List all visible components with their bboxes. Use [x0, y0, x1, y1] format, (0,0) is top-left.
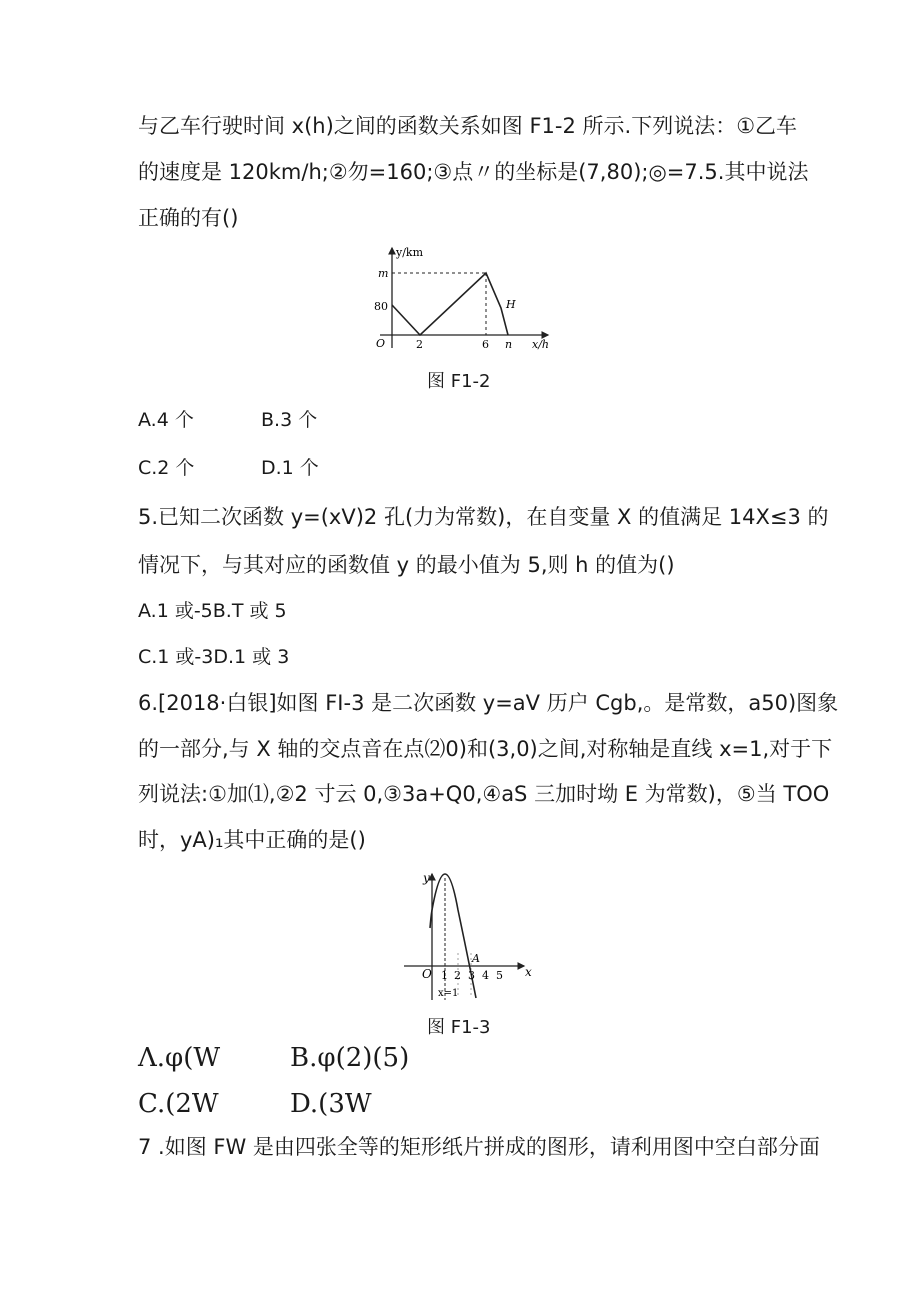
f13-tick-5: 5 — [496, 969, 503, 982]
q5-text-line-2: 情况下，与其对应的函数值 y 的最小值为 5,则 h 的值为() — [138, 553, 675, 577]
q4-option-d: D.1 个 — [261, 457, 319, 479]
q4-option-c: C.2 个 — [138, 457, 195, 479]
f12-tick-2: 2 — [416, 338, 423, 351]
q4-text-line-3: 正确的有() — [138, 206, 239, 230]
f13-origin: O — [422, 967, 432, 981]
figure-f1-2-caption: 图 F1-2 — [427, 371, 491, 392]
q6-option-d: D.(3W — [290, 1089, 372, 1119]
q4-option-b: B.3 个 — [261, 409, 318, 431]
q6-option-b: B.φ(2)(5) — [290, 1043, 410, 1073]
figure-f1-3-caption: 图 F1-3 — [427, 1017, 491, 1038]
f12-graph-line — [392, 273, 508, 335]
q5-options-cd: C.1 或-3D.1 或 3 — [138, 646, 290, 668]
f12-tick-n: n — [505, 338, 513, 351]
f12-tick-80: 80 — [374, 300, 388, 313]
f13-point-a: A — [472, 952, 480, 965]
f13-tick-4: 4 — [482, 969, 489, 982]
q7-text-line-1: 7 .如图 FW 是由四张全等的矩形纸片拼成的图形，请利用图中空白部分面 — [138, 1135, 820, 1159]
figure-f1-2 — [360, 240, 560, 355]
q6-text-line-2: 的一部分,与 X 轴的交点音在点⑵0)和(3,0)之间,对称轴是直线 x=1,对于下 — [138, 737, 833, 761]
figure-f1-3 — [400, 868, 535, 1008]
f12-tick-m: m — [378, 267, 389, 280]
f13-y-axis-label: y — [423, 871, 430, 885]
q6-text-line-4: 时，yA)₁其中正确的是() — [138, 828, 366, 852]
f12-origin: O — [376, 337, 386, 350]
q6-option-a: Λ.φ(W — [138, 1043, 221, 1073]
q4-option-a: A.4 个 — [138, 409, 194, 431]
q6-text-line-3: 列说法:①加⑴,②2 寸云 0,③3a+Q0,④aS 三加时坳 E 为常数)，⑤当 TOO — [138, 782, 830, 806]
f12-y-axis-label: y/km — [396, 246, 424, 259]
f12-point-h: H — [506, 298, 516, 311]
f13-tick-1: 1 — [441, 969, 448, 982]
f13-axis-line-label: x=1 — [438, 988, 459, 999]
q4-text-line-2: 的速度是 120km/h;②勿=160;③点〃的坐标是(7,80);◎=7.5.其中说法 — [138, 160, 809, 184]
q6-option-c: C.(2W — [138, 1089, 219, 1119]
q5-text-line-1: 5.已知二次函数 y=(xV)2 孔(力为常数)，在自变量 X 的值满足 14X≤3 的 — [138, 505, 829, 529]
f13-x-axis-label: x — [525, 965, 532, 979]
q4-text-line-1: 与乙车行驶时间 x(h)之间的函数关系如图 F1-2 所示.下列说法：①乙车 — [138, 114, 798, 138]
f13-tick-2: 2 — [454, 969, 461, 982]
f13-tick-3: 3 — [468, 969, 475, 982]
q6-text-line-1: 6.[2018·白银]如图 FI-3 是二次函数 y=aV 历户 Cgb,。是常数，a50)图象 — [138, 691, 839, 715]
f12-x-axis-label: x/h — [532, 338, 549, 351]
q5-options-ab: A.1 或-5B.T 或 5 — [138, 600, 287, 622]
f12-tick-6: 6 — [482, 338, 489, 351]
